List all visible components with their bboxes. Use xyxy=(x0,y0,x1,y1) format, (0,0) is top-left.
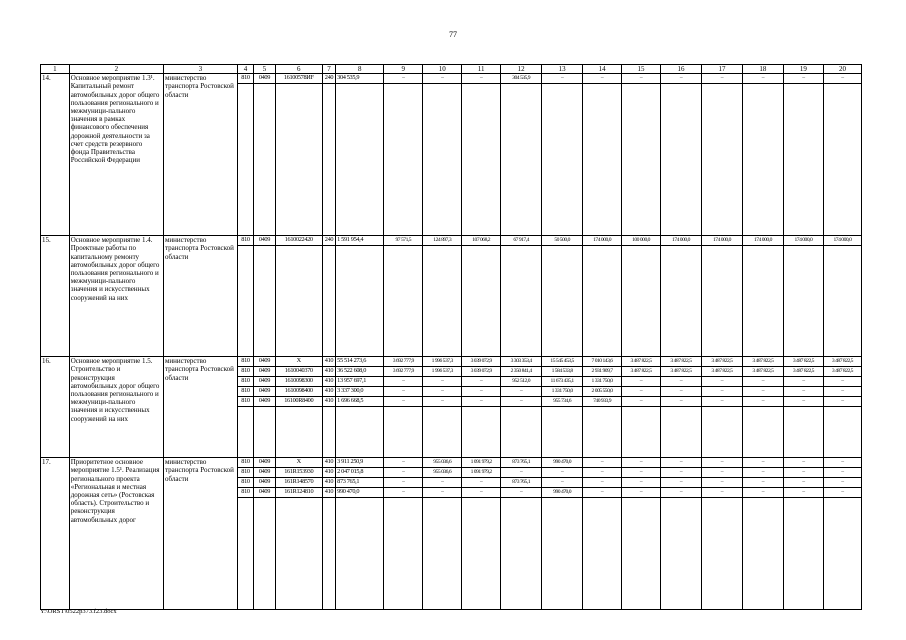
data-cell: – xyxy=(501,488,542,498)
data-cell: 410 xyxy=(322,488,335,498)
empty-cell xyxy=(823,498,861,610)
data-cell: – xyxy=(823,478,861,488)
empty-cell xyxy=(423,498,462,610)
data-cell: – xyxy=(742,397,783,407)
data-cell: 3 487 822,5 xyxy=(622,367,661,377)
empty-cell xyxy=(823,84,861,236)
data-cell: 174 000,0 xyxy=(742,236,783,246)
data-cell: – xyxy=(462,478,501,488)
data-cell: 810 xyxy=(237,236,253,246)
data-cell: 0409 xyxy=(254,377,276,387)
data-cell: 55 514 273,6 xyxy=(336,357,384,367)
data-cell: 1 696 668,5 xyxy=(336,397,384,407)
header-cell: 6 xyxy=(275,65,322,74)
empty-cell xyxy=(275,84,322,236)
data-cell: 410 xyxy=(322,397,335,407)
data-cell: 810 xyxy=(237,377,253,387)
data-cell: 410 xyxy=(322,468,335,478)
data-cell: 410 xyxy=(322,478,335,488)
data-cell: 3 692 777,9 xyxy=(384,357,423,367)
data-cell: – xyxy=(701,468,742,478)
data-cell: – xyxy=(823,377,861,387)
empty-cell xyxy=(823,246,861,357)
empty-cell xyxy=(823,407,861,458)
data-cell: 0409 xyxy=(254,357,276,367)
data-cell: – xyxy=(701,387,742,397)
header-cell: 20 xyxy=(823,65,861,74)
data-cell: 410 xyxy=(322,387,335,397)
data-cell: 2 350 841,4 xyxy=(501,367,542,377)
empty-cell xyxy=(237,246,253,357)
empty-cell xyxy=(783,407,823,458)
empty-cell xyxy=(275,498,322,610)
empty-cell xyxy=(462,84,501,236)
empty-cell xyxy=(660,407,701,458)
measure-name: Основное мероприятие 1.3¹. Капитальный ремонт автомобильных дорог общего пользования регионального и межмуници-пального значения в рамках финансового обеспечения дорожной деятельности за счет средств резервного фонда Правительства Российской Федерации xyxy=(69,74,163,236)
data-cell: 97 571,5 xyxy=(384,236,423,246)
data-cell: – xyxy=(384,478,423,488)
empty-cell xyxy=(783,246,823,357)
header-cell: 12 xyxy=(501,65,542,74)
empty-cell xyxy=(701,84,742,236)
data-cell: 3 487 822,5 xyxy=(701,367,742,377)
header-cell: 17 xyxy=(701,65,742,74)
data-cell: 2 005 550,0 xyxy=(583,387,622,397)
data-cell: – xyxy=(742,377,783,387)
data-cell: 174 000,0 xyxy=(583,236,622,246)
data-cell: 810 xyxy=(237,387,253,397)
data-cell: 13 957 697,1 xyxy=(336,377,384,387)
data-cell: – xyxy=(742,458,783,468)
data-cell: 107 068,2 xyxy=(462,236,501,246)
data-cell: – xyxy=(384,488,423,498)
empty-cell xyxy=(783,498,823,610)
data-cell: 7 010 143,6 xyxy=(583,357,622,367)
data-cell: 304 535,9 xyxy=(501,74,542,84)
data-cell: – xyxy=(783,468,823,478)
header-cell: 7 xyxy=(322,65,335,74)
data-cell: 1 996 537,3 xyxy=(423,367,462,377)
header-cell: 19 xyxy=(783,65,823,74)
table-row xyxy=(41,357,862,367)
data-cell: – xyxy=(622,387,661,397)
empty-cell xyxy=(542,246,583,357)
data-cell: – xyxy=(622,458,661,468)
executor-name: министерство транспорта Ростовской области xyxy=(163,357,237,458)
empty-cell xyxy=(701,246,742,357)
data-cell: 161R124810 xyxy=(275,488,322,498)
data-cell: 0409 xyxy=(254,478,276,488)
header-cell: 15 xyxy=(622,65,661,74)
data-cell: 990 470,0 xyxy=(336,488,384,498)
executor-name: министерство транспорта Ростовской области xyxy=(163,236,237,357)
data-cell: 3 487 822,5 xyxy=(783,357,823,367)
data-cell: – xyxy=(660,468,701,478)
row-number: 15. xyxy=(41,236,70,357)
empty-cell xyxy=(384,498,423,610)
data-cell: 955 036,6 xyxy=(423,468,462,478)
table-row xyxy=(41,74,862,84)
data-cell: – xyxy=(462,387,501,397)
header-cell: 14 xyxy=(583,65,622,74)
data-cell: – xyxy=(823,74,861,84)
data-cell: 810 xyxy=(237,468,253,478)
footer-file-path: Y:\ORST\0522p373.f23.docx xyxy=(40,608,117,615)
empty-cell xyxy=(322,84,335,236)
data-cell: – xyxy=(542,468,583,478)
data-cell: 810 xyxy=(237,367,253,377)
table-row xyxy=(41,236,862,246)
data-cell: 3 487 822,5 xyxy=(660,357,701,367)
empty-cell xyxy=(783,84,823,236)
data-cell: 3 487 822,5 xyxy=(742,367,783,377)
empty-cell xyxy=(254,407,276,458)
data-cell: – xyxy=(384,74,423,84)
data-cell: – xyxy=(583,488,622,498)
data-cell: – xyxy=(660,478,701,488)
empty-cell xyxy=(622,246,661,357)
empty-cell xyxy=(462,246,501,357)
data-cell: 174 000,0 xyxy=(660,236,701,246)
data-cell: – xyxy=(660,397,701,407)
data-cell: 0409 xyxy=(254,74,276,84)
data-cell: 161R153930 xyxy=(275,468,322,478)
header-cell: 16 xyxy=(660,65,701,74)
data-cell: – xyxy=(823,387,861,397)
empty-cell xyxy=(622,84,661,236)
row-number: 17. xyxy=(41,458,70,610)
executor-name: министерство транспорта Ростовской области xyxy=(163,458,237,610)
data-cell: – xyxy=(462,397,501,407)
data-cell: – xyxy=(742,468,783,478)
data-cell: 3 692 777,9 xyxy=(384,367,423,377)
data-cell: 873 765,1 xyxy=(501,458,542,468)
data-cell: – xyxy=(742,488,783,498)
data-cell: – xyxy=(701,397,742,407)
data-cell: 36 522 608,0 xyxy=(336,367,384,377)
data-cell: – xyxy=(783,377,823,387)
data-cell: 410 xyxy=(322,357,335,367)
data-cell: – xyxy=(742,387,783,397)
data-cell: – xyxy=(501,397,542,407)
data-cell: 2 931 909,7 xyxy=(583,367,622,377)
empty-cell xyxy=(542,407,583,458)
data-cell: 16100R8400 xyxy=(275,397,322,407)
data-cell: 410 xyxy=(322,458,335,468)
data-cell: – xyxy=(423,74,462,84)
data-cell: 1610040370 xyxy=(275,367,322,377)
empty-cell xyxy=(322,246,335,357)
data-cell: – xyxy=(583,478,622,488)
data-cell: – xyxy=(384,377,423,387)
header-cell: 1 xyxy=(41,65,70,74)
data-cell: – xyxy=(701,458,742,468)
data-cell: 0409 xyxy=(254,387,276,397)
data-cell: 67 917,4 xyxy=(501,236,542,246)
data-cell: – xyxy=(823,397,861,407)
data-cell: – xyxy=(583,468,622,478)
data-cell: 1 331 750,0 xyxy=(583,377,622,387)
data-cell: 100 000,0 xyxy=(622,236,661,246)
data-cell: 810 xyxy=(237,74,253,84)
data-cell: 240 xyxy=(322,74,335,84)
data-cell: 50 500,0 xyxy=(542,236,583,246)
data-cell: 955 734,6 xyxy=(542,397,583,407)
data-cell: – xyxy=(423,488,462,498)
data-cell: Х xyxy=(275,458,322,468)
empty-cell xyxy=(622,498,661,610)
data-cell: 0409 xyxy=(254,367,276,377)
data-cell: 0409 xyxy=(254,397,276,407)
data-cell: – xyxy=(423,478,462,488)
data-cell: 3 487 822,5 xyxy=(742,357,783,367)
data-cell: – xyxy=(384,458,423,468)
empty-cell xyxy=(336,84,384,236)
data-cell: 3 337 300,0 xyxy=(336,387,384,397)
data-cell: – xyxy=(384,397,423,407)
data-cell: – xyxy=(783,478,823,488)
empty-cell xyxy=(275,246,322,357)
data-cell: 2 047 015,8 xyxy=(336,468,384,478)
empty-cell xyxy=(583,498,622,610)
data-cell: – xyxy=(823,468,861,478)
data-cell: 11 673 435,1 xyxy=(542,377,583,387)
data-cell: 810 xyxy=(237,397,253,407)
data-cell: 0409 xyxy=(254,236,276,246)
data-cell: – xyxy=(660,387,701,397)
data-cell: – xyxy=(583,74,622,84)
data-cell: 1 331 750,0 xyxy=(542,387,583,397)
empty-cell xyxy=(542,498,583,610)
header-row xyxy=(41,65,862,74)
data-cell: – xyxy=(462,74,501,84)
header-cell: 11 xyxy=(462,65,501,74)
empty-cell xyxy=(336,246,384,357)
data-cell: – xyxy=(384,468,423,478)
data-cell: – xyxy=(462,488,501,498)
measure-name: Основное мероприятие 1.5. Строительство и реконструкция автомобильных дорог общего пользования регионального и межмуници-пального значения и искусственных сооружений на них xyxy=(69,357,163,458)
data-cell: 810 xyxy=(237,357,253,367)
data-cell: 3 487 822,5 xyxy=(622,357,661,367)
executor-name: министерство транспорта Ростовской области xyxy=(163,74,237,236)
data-cell: 3 487 822,5 xyxy=(701,357,742,367)
data-cell: 174 000,0 xyxy=(701,236,742,246)
data-cell: 1610098300 xyxy=(275,377,322,387)
empty-cell xyxy=(701,498,742,610)
data-cell: – xyxy=(783,387,823,397)
empty-cell xyxy=(501,246,542,357)
empty-cell xyxy=(742,498,783,610)
data-cell: – xyxy=(384,387,423,397)
empty-cell xyxy=(462,498,501,610)
empty-cell xyxy=(501,84,542,236)
data-cell: – xyxy=(423,377,462,387)
data-cell: – xyxy=(701,74,742,84)
data-cell: – xyxy=(783,74,823,84)
empty-cell xyxy=(742,246,783,357)
data-cell: 740 933,9 xyxy=(583,397,622,407)
data-cell: 990 470,0 xyxy=(542,488,583,498)
data-cell: – xyxy=(701,488,742,498)
data-cell: 15 545 453,5 xyxy=(542,357,583,367)
data-cell: – xyxy=(423,387,462,397)
row-number: 16. xyxy=(41,357,70,458)
empty-cell xyxy=(237,407,253,458)
data-cell: 952 512,0 xyxy=(501,377,542,387)
data-cell: 3 487 822,5 xyxy=(660,367,701,377)
data-cell: 873 765,1 xyxy=(501,478,542,488)
data-cell: Х xyxy=(275,357,322,367)
empty-cell xyxy=(660,246,701,357)
data-cell: 3 303 353,4 xyxy=(501,357,542,367)
empty-cell xyxy=(462,407,501,458)
data-cell: 810 xyxy=(237,478,253,488)
data-cell: – xyxy=(742,478,783,488)
data-cell: 1610098400 xyxy=(275,387,322,397)
data-cell: – xyxy=(783,397,823,407)
data-cell: 0409 xyxy=(254,468,276,478)
empty-cell xyxy=(423,246,462,357)
empty-cell xyxy=(384,246,423,357)
data-cell: – xyxy=(660,74,701,84)
data-cell: 1 584 533,8 xyxy=(542,367,583,377)
empty-cell xyxy=(701,407,742,458)
data-cell: 410 xyxy=(322,377,335,387)
data-cell: – xyxy=(742,74,783,84)
data-cell: 955 036,6 xyxy=(423,458,462,468)
empty-cell xyxy=(660,498,701,610)
header-cell: 9 xyxy=(384,65,423,74)
data-cell: – xyxy=(660,458,701,468)
data-cell: – xyxy=(542,478,583,488)
header-cell: 10 xyxy=(423,65,462,74)
header-cell: 13 xyxy=(542,65,583,74)
data-cell: 304 535,9 xyxy=(336,74,384,84)
empty-cell xyxy=(254,498,276,610)
empty-cell xyxy=(583,246,622,357)
data-cell: 810 xyxy=(237,458,253,468)
data-cell: – xyxy=(783,458,823,468)
measure-name: Основное мероприятие 1.4. Проектные работы по капитальному ремонту автомобильных дорог общего пользования регионального и межмуници-пального значения и искусственных сооружений на них xyxy=(69,236,163,357)
data-cell: – xyxy=(622,74,661,84)
data-cell: 1610022420 xyxy=(275,236,322,246)
empty-cell xyxy=(336,407,384,458)
data-cell: – xyxy=(462,377,501,387)
empty-cell xyxy=(322,407,335,458)
empty-cell xyxy=(542,84,583,236)
budget-table xyxy=(40,64,862,610)
empty-cell xyxy=(423,407,462,458)
empty-cell xyxy=(742,407,783,458)
row-number: 14. xyxy=(41,74,70,236)
empty-cell xyxy=(322,498,335,610)
data-cell: 410 xyxy=(322,367,335,377)
data-cell: 3 039 072,9 xyxy=(462,367,501,377)
empty-cell xyxy=(501,498,542,610)
data-cell: 3 911 250,9 xyxy=(336,458,384,468)
empty-cell xyxy=(384,84,423,236)
empty-cell xyxy=(237,84,253,236)
data-cell: – xyxy=(501,468,542,478)
data-cell: 3 487 822,5 xyxy=(823,357,861,367)
data-cell: 1 091 979,2 xyxy=(462,458,501,468)
data-cell: 240 xyxy=(322,236,335,246)
empty-cell xyxy=(275,407,322,458)
empty-cell xyxy=(336,498,384,610)
data-cell: 16100578ИF xyxy=(275,74,322,84)
measure-name: Приоритетное основное мероприятие 1.5¹. Реализация регионального проекта «Региональная и местная дорожная сеть» (Ростовская область). Строительство и реконструкция автомобильных дорог xyxy=(69,458,163,610)
table-row xyxy=(41,458,862,468)
empty-cell xyxy=(237,498,253,610)
data-cell: – xyxy=(622,397,661,407)
data-cell: 1 091 979,2 xyxy=(462,468,501,478)
header-cell: 2 xyxy=(69,65,163,74)
data-cell: 810 xyxy=(237,488,253,498)
data-cell: – xyxy=(783,488,823,498)
empty-cell xyxy=(423,84,462,236)
empty-cell xyxy=(622,407,661,458)
empty-cell xyxy=(254,246,276,357)
data-cell: 161R148570 xyxy=(275,478,322,488)
data-cell: – xyxy=(622,478,661,488)
data-cell: 0409 xyxy=(254,488,276,498)
data-cell: – xyxy=(701,377,742,387)
data-cell: – xyxy=(622,377,661,387)
data-cell: – xyxy=(660,377,701,387)
data-cell: – xyxy=(622,488,661,498)
data-cell: 3 487 822,5 xyxy=(823,367,861,377)
data-cell: 174 000,0 xyxy=(783,236,823,246)
data-cell: – xyxy=(542,74,583,84)
data-cell: – xyxy=(823,488,861,498)
header-cell: 3 xyxy=(163,65,237,74)
data-cell: 0409 xyxy=(254,458,276,468)
data-cell: – xyxy=(622,468,661,478)
page-number: 77 xyxy=(449,30,457,39)
header-cell: 18 xyxy=(742,65,783,74)
data-cell: 1 591 954,4 xyxy=(336,236,384,246)
empty-cell xyxy=(501,407,542,458)
data-cell: 873 765,1 xyxy=(336,478,384,488)
data-cell: 174 000,0 xyxy=(823,236,861,246)
data-cell: 990 470,0 xyxy=(542,458,583,468)
empty-cell xyxy=(660,84,701,236)
data-cell: – xyxy=(501,387,542,397)
data-cell: – xyxy=(660,488,701,498)
empty-cell xyxy=(742,84,783,236)
empty-cell xyxy=(384,407,423,458)
header-cell: 5 xyxy=(254,65,276,74)
data-cell: – xyxy=(823,458,861,468)
data-cell: 1 996 537,3 xyxy=(423,357,462,367)
empty-cell xyxy=(583,84,622,236)
data-cell: 3 039 072,9 xyxy=(462,357,501,367)
empty-cell xyxy=(254,84,276,236)
header-cell: 8 xyxy=(336,65,384,74)
data-cell: – xyxy=(423,397,462,407)
data-cell: 3 487 822,5 xyxy=(783,367,823,377)
data-cell: – xyxy=(701,478,742,488)
data-cell: – xyxy=(583,458,622,468)
empty-cell xyxy=(583,407,622,458)
data-cell: 124 897,3 xyxy=(423,236,462,246)
header-cell: 4 xyxy=(237,65,253,74)
